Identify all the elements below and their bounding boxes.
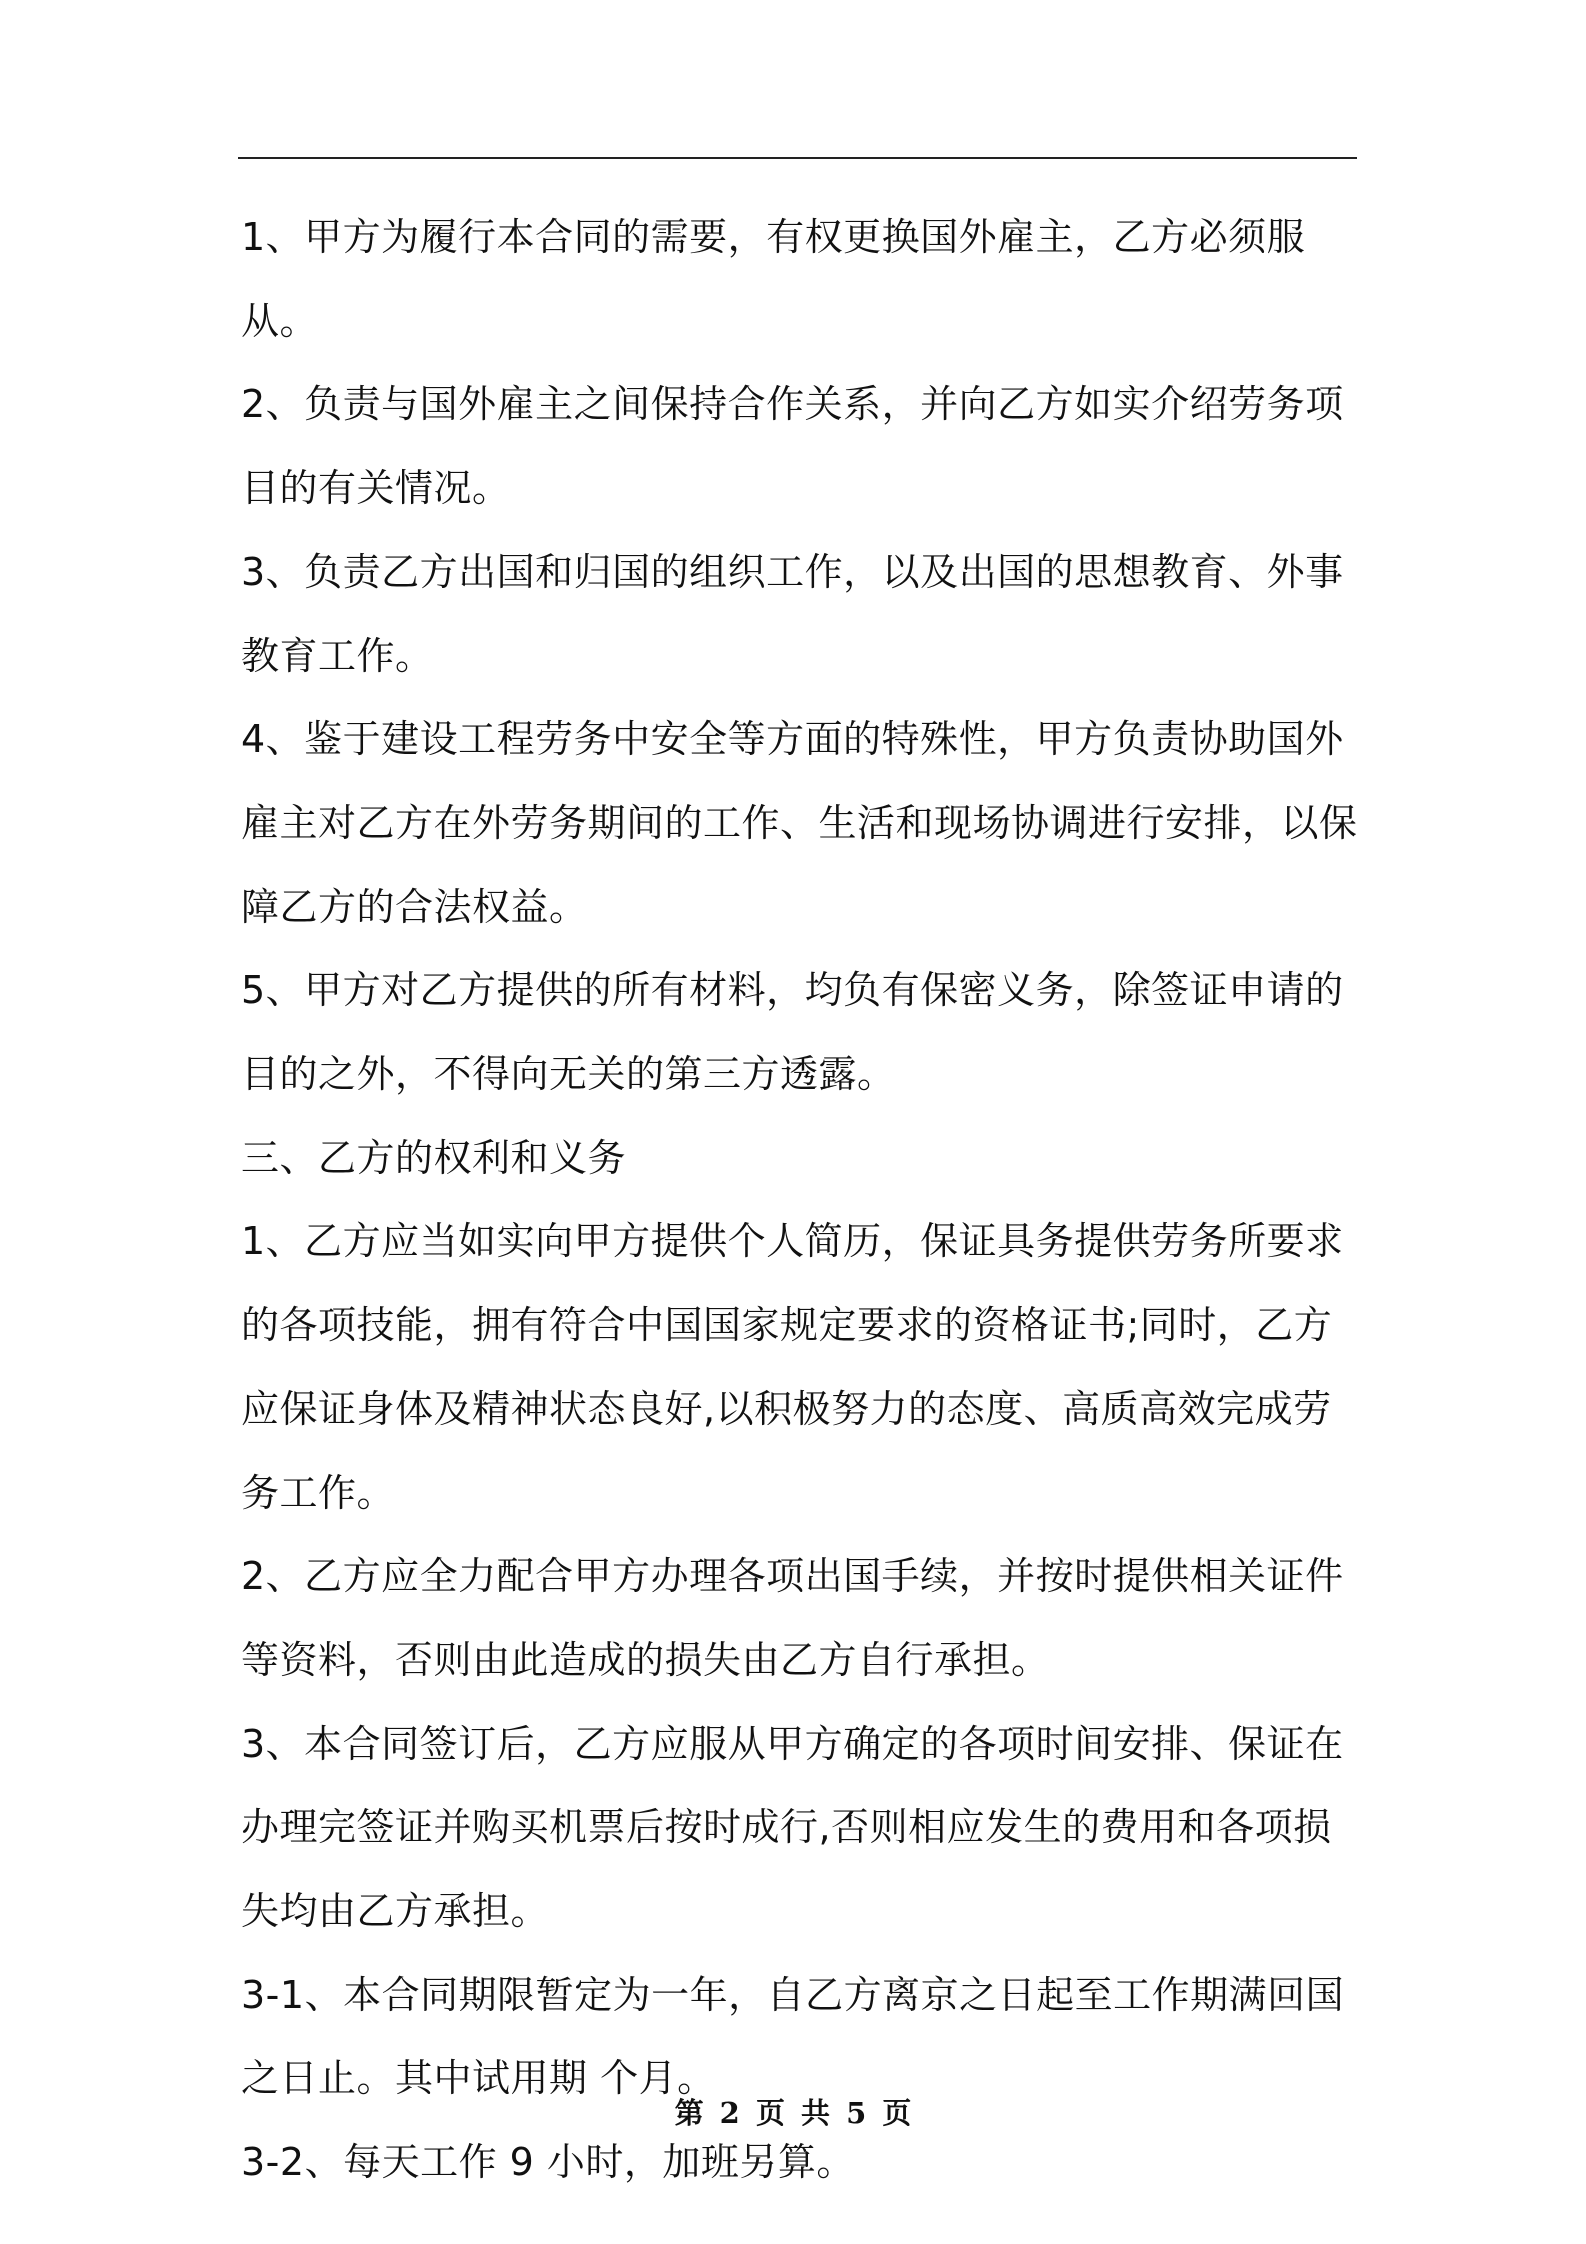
clause-paragraph: 4、鉴于建设工程劳务中安全等方面的特殊性，甲方负责协助国外雇主对乙方在外劳务期间的工作、生活和现场协调进行安排，以保障乙方的合法权益。: [241, 717, 1358, 929]
clause-paragraph: 2、负责与国外雇主之间保持合作关系，并向乙方如实介绍劳务项目的有关情况。: [241, 382, 1344, 511]
clause-paragraph: 3、负责乙方出国和归国的组织工作，以及出国的思想教育、外事教育工作。: [241, 549, 1344, 678]
clause-paragraph: 3-1、本合同期限暂定为一年，自乙方离京之日起至工作期满回国之日止。其中试用期 个月。: [241, 1972, 1345, 2101]
page-number-footer: 第 2 页 共 5 页: [674, 2096, 912, 2130]
clause-paragraph: 3、本合同签订后，乙方应服从甲方确定的各项时间安排、保证在办理完签证并购买机票后按时成行,否则相应发生的费用和各项损失均由乙方承担。: [241, 1721, 1344, 1934]
document-body: [241, 196, 1359, 2205]
section-heading: 三、乙方的权利和义务: [241, 1135, 627, 1180]
clause-paragraph: 5、甲方对乙方提供的所有材料，均负有保密义务，除签证申请的目的之外，不得向无关的第三方透露。: [241, 968, 1344, 1097]
clause-paragraph: 2、乙方应全力配合甲方办理各项出国手续，并按时提供相关证件等资料，否则由此造成的损失由乙方自行承担。: [241, 1554, 1344, 1682]
clause-paragraph: 1、乙方应当如实向甲方提供个人简历，保证具务提供劳务所要求的各项技能，拥有符合中国国家规定要求的资格证书;同时，乙方应保证身体及精神状态良好,以积极努力的态度、高质高效完成劳务工作。: [241, 1219, 1344, 1515]
clause-paragraph: 1、甲方为履行本合同的需要，有权更换国外雇主，乙方必须服从。: [241, 215, 1306, 343]
clause-paragraph: 3-2、每天工作 9 小时，加班另算。: [241, 2140, 855, 2185]
header-divider: [238, 157, 1357, 159]
